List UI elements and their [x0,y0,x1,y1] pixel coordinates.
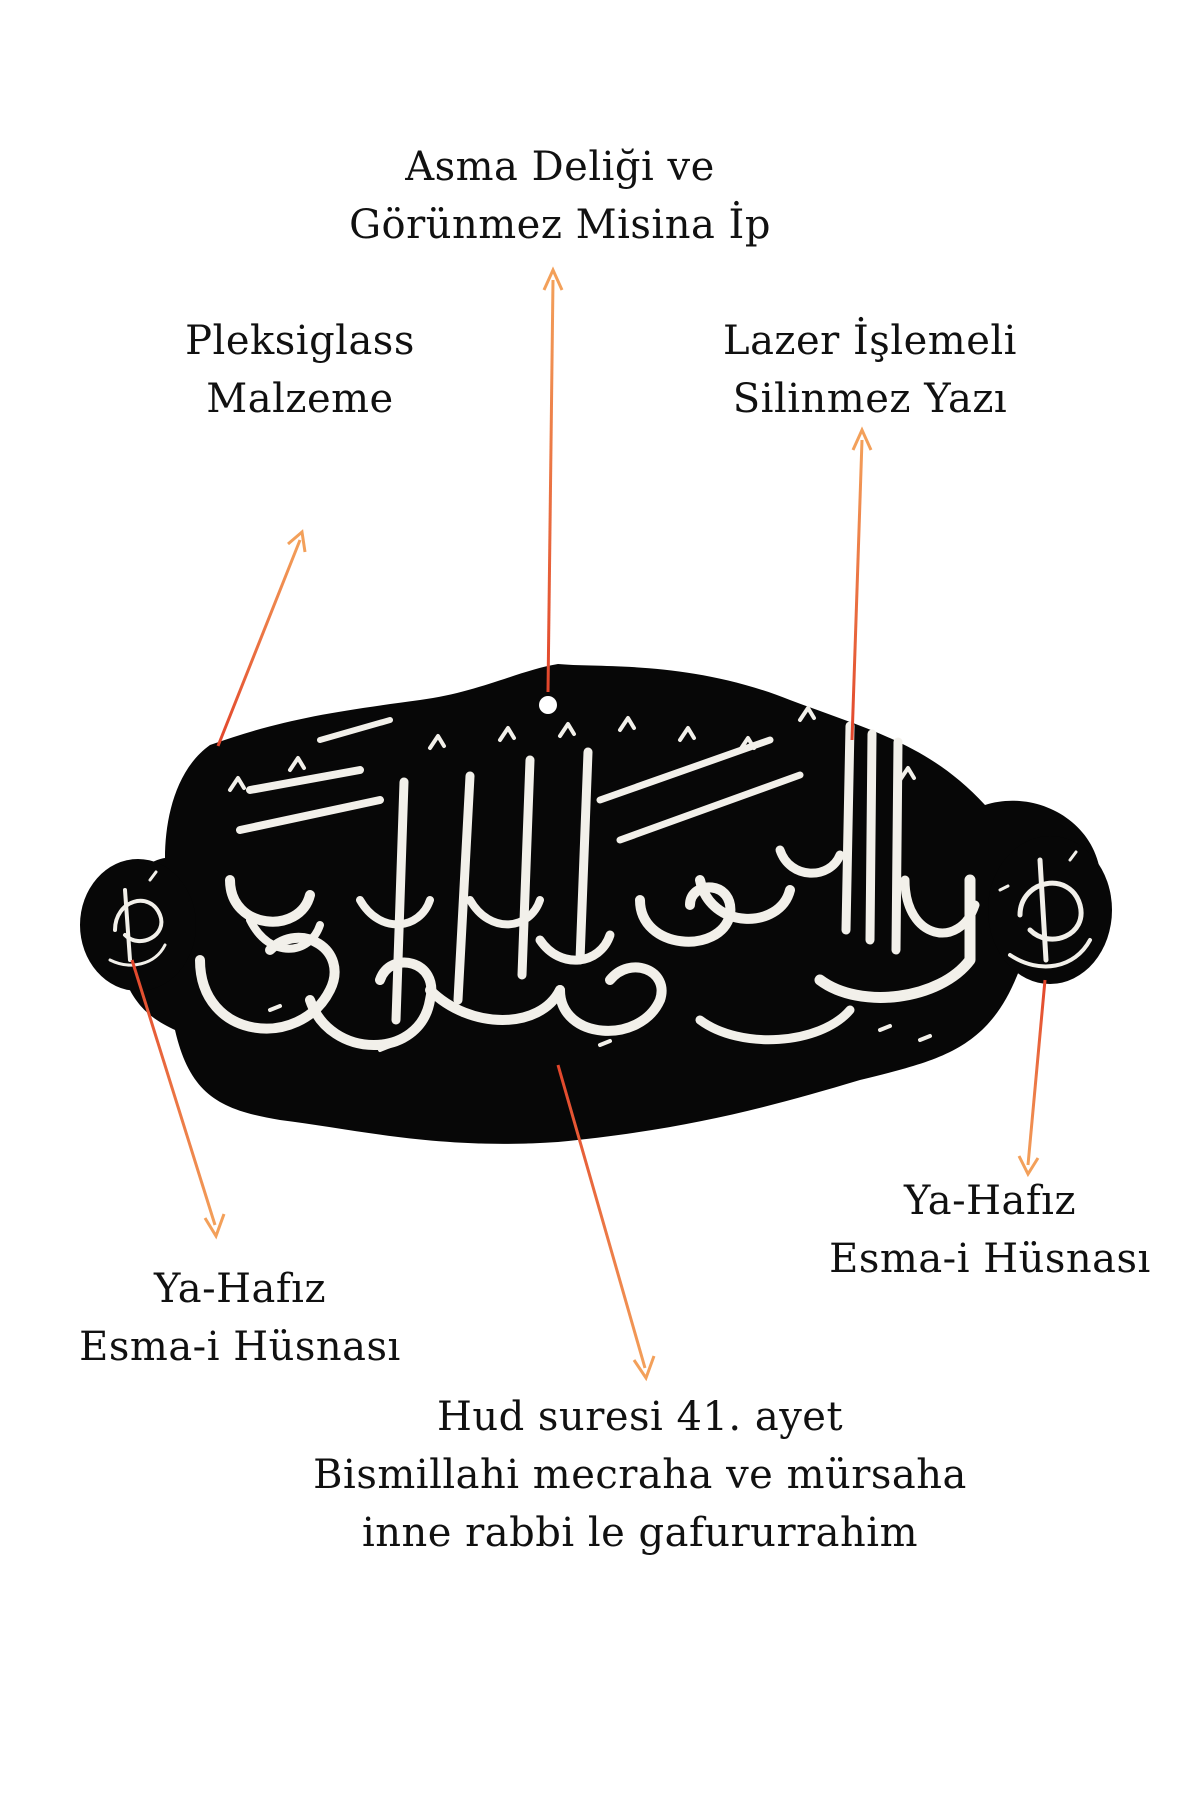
label-line: Hud suresi 41. ayet [436,1394,844,1440]
hanging-hole-icon [539,696,557,714]
label-right-medallion [790,1172,1190,1288]
label-verse [280,1388,1000,1562]
label-material [140,312,460,428]
label-laser-text [680,312,1060,428]
label-hanging-hole [300,138,820,254]
left-medallion-lobe [80,859,196,991]
plaque-body [115,664,1101,1144]
label-line: Bismillahi mecraha ve mürsaha [313,1452,967,1498]
label-left-medallion [40,1260,440,1376]
label-line: Esma-i Hüsnası [79,1324,401,1370]
arrow-material [218,532,305,746]
label-line: Malzeme [206,376,394,422]
arrow-hanging [544,270,562,692]
label-line: Ya-Hafız [153,1266,327,1312]
label-line: Esma-i Hüsnası [829,1236,1151,1282]
right-medallion-lobe [988,836,1112,984]
arrow-right-medallion [1019,980,1045,1174]
label-line: inne rabbi le gafururrahim [361,1510,919,1556]
label-line: Pleksiglass [185,318,415,364]
label-line: Ya-Hafız [903,1178,1077,1224]
arrow-laser [852,430,871,740]
label-line: Silinmez Yazı [732,376,1008,422]
label-line: Lazer İşlemeli [723,318,1017,364]
label-line: Asma Deliği ve [405,144,715,190]
label-line: Görünmez Misina İp [349,202,771,248]
